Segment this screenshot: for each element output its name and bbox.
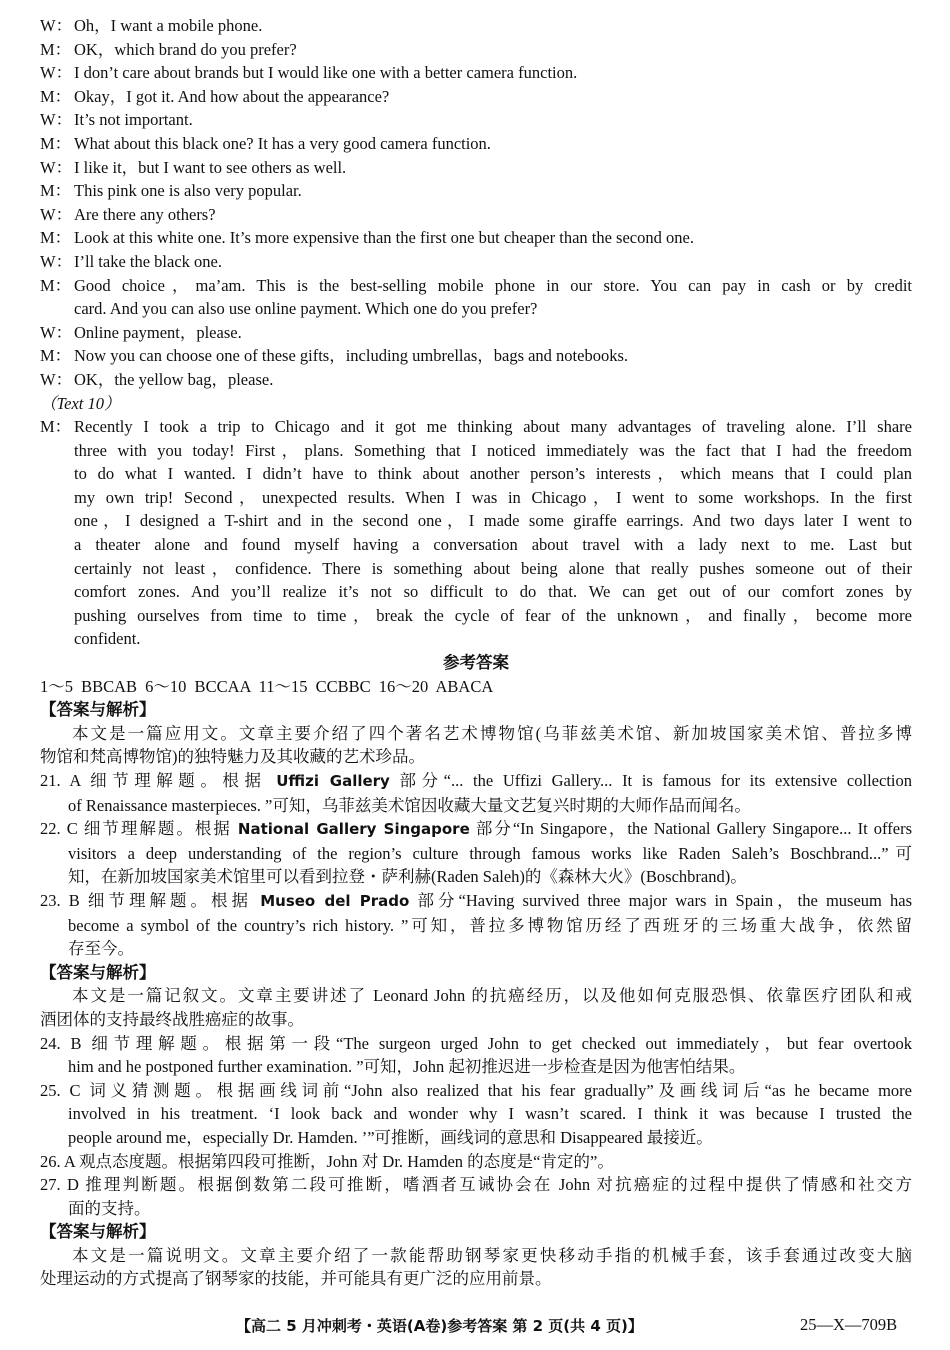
- answer-item: 26. A 观点态度题。根据第四段可推断，John 对 Dr. Hamden 的态度是“肯定的”。: [40, 1151, 614, 1171]
- section-intro: 本文是一篇说明文。文章主要介绍了一款能帮助钢琴家更快移动手指的机械手套，该手套通过改变大脑 处理运动的方式提高了钢琴家的技能，并可能具有更广泛的应用前景。: [40, 1245, 912, 1289]
- answer-item: 25. C 词义猜测题。根据画线词前“John also realized that his fear gradually”及画线词后“as he became more involved in his treatment. ‘I look back and wonder why I wasn’t scared. I think it was because I trusted the people around me，especially Dr. Hamden. ’”可推断，画线词的意思和 Disappeared 最接近。: [40, 1080, 912, 1147]
- text-label: （Text 10）: [40, 393, 121, 413]
- dialogue-line: W： Are there any others?: [40, 204, 216, 224]
- answer-item: 23. B 细节理解题。根据 Museo del Prado 部分“Having survived three major wars in Spain，the museum has become a symbol of the country’s rich history. ”可知，普拉多博物馆历经了西班牙的三场重大战争，依然留 存至今。: [40, 890, 913, 959]
- dialogue-line: M： What about this black one? It has a very good camera function.: [40, 133, 491, 153]
- dialogue-line: M： OK，which brand do you prefer?: [40, 39, 297, 59]
- dialogue-line: M： Good choice，ma’am. This is the best-selling mobile phone in our store. You can pay in cash or by credit card. And you can also use online payment. Which one do you prefer?: [40, 275, 912, 319]
- answer-item: 24. B 细节理解题。根据第一段“The surgeon urged John to get checked out immediately，but fear overtook him and he postponed further examination. ”可知，John 起初推迟进一步检查是因为他害怕结果。: [40, 1033, 912, 1077]
- analysis-section: [40, 698, 912, 961]
- section-intro: 本文是一篇记叙文。文章主要讲述了 Leonard John 的抗癌经历，以及他如何克服恐惧、依靠医疗团队和戒 酒团体的支持最终战胜癌症的故事。: [40, 986, 912, 1029]
- dialogue-line: W： I like it，but I want to see others as well.: [40, 157, 347, 177]
- section-header: 【答案与解析】: [40, 700, 156, 720]
- dialogue: [40, 14, 912, 392]
- analysis-section: [40, 961, 912, 1221]
- dialogue-line: W： I’ll take the black one.: [40, 251, 222, 271]
- answer-item: 21. A 细节理解题。根据 Uffizi Gallery 部分“... the Uffizi Gallery... It is famous for its extensive collection of Renaissance masterpieces. ”可知，乌菲兹美术馆因收藏大量文艺复兴时期的大师作品而闻名。: [40, 771, 912, 815]
- answer-item: 22. C 细节理解题。根据 National Gallery Singapore 部分“In Singapore，the National Gallery Singapore... It offers visitors a deep understanding of the region’s culture through famous works like Raden Saleh’s Boschbrand...”可 知，在新加坡国家美术馆里可以看到拉登・萨利赫(Raden Saleh)的《森林大火》(Boschbrand)。: [40, 819, 912, 887]
- dialogue-line: M： Now you can choose one of these gifts，including umbrellas，bags and notebooks.: [40, 346, 629, 366]
- dialogue-line: W： I don’t care about brands but I would like one with a better camera function.: [40, 63, 578, 83]
- dialogue-line: W： OK，the yellow bag，please.: [40, 369, 274, 389]
- dialogue-line: W： Oh，I want a mobile phone.: [40, 16, 263, 35]
- dialogue-line: M： This pink one is also very popular.: [40, 181, 302, 201]
- monologue: M： Recently I took a trip to Chicago and it got me thinking about many advantages of traveling alone. I’ll share three with you today! First，plans. Something that I noticed immediately was the fact that I had the freedom to do what I wanted. I didn’t have to think about another person’s interests，which means that I could plan my own trip! Second，unexpected results. When I was in Chicago，I went to some workshops. In the first one，I designed a T-shirt and in the second one，I made some giraffe earrings. And two days later I went to a theater alone and found myself having a conversation about travel with a lady next to me. Last but certainly not least，confidence. There is something about being alone that really pushes someone out of their comfort zones. And you’ll realize it’s not so difficult to do that. We can get out of our comfort zones by pushing ourselves from time to time，break the cycle of fear of the unknown，and finally，become more confident.: [40, 417, 912, 649]
- footer-title: 【高二 5 月冲刺考・英语(A卷)参考答案 第 2 页(共 4 页)】: [236, 1317, 643, 1335]
- footer-code: 25—X—709B: [800, 1315, 898, 1334]
- answers-title: 参考答案: [443, 653, 509, 673]
- analysis-section: [40, 1220, 912, 1291]
- dialogue-line: W： It’s not important.: [40, 110, 193, 130]
- dialogue-line: M： Okay，I got it. And how about the appearance?: [40, 86, 390, 106]
- dialogue-line: W： Online payment，please.: [40, 322, 242, 342]
- answers-row: 1～5 BBCAB 6～10 BCCAA 11～15 CCBBC 16～20 ABACA: [40, 676, 494, 696]
- dialogue-line: M： Look at this white one. It’s more expensive than the first one but cheaper than the second one.: [40, 228, 694, 248]
- answer-item: 27. D 推理判断题。根据倒数第二段可推断，嗜酒者互诫协会在 John 对抗癌症的过程中提供了情感和社交方 面的支持。: [40, 1175, 913, 1218]
- section-header: 【答案与解析】: [40, 962, 156, 982]
- section-header: 【答案与解析】: [40, 1222, 156, 1242]
- section-intro: 本文是一篇应用文。文章主要介绍了四个著名艺术博物馆(乌菲兹美术馆、新加坡国家美术馆、普拉多博 物馆和梵高博物馆)的独特魅力及其收藏的艺术珍品。: [40, 723, 912, 767]
- document-page: [40, 14, 912, 1291]
